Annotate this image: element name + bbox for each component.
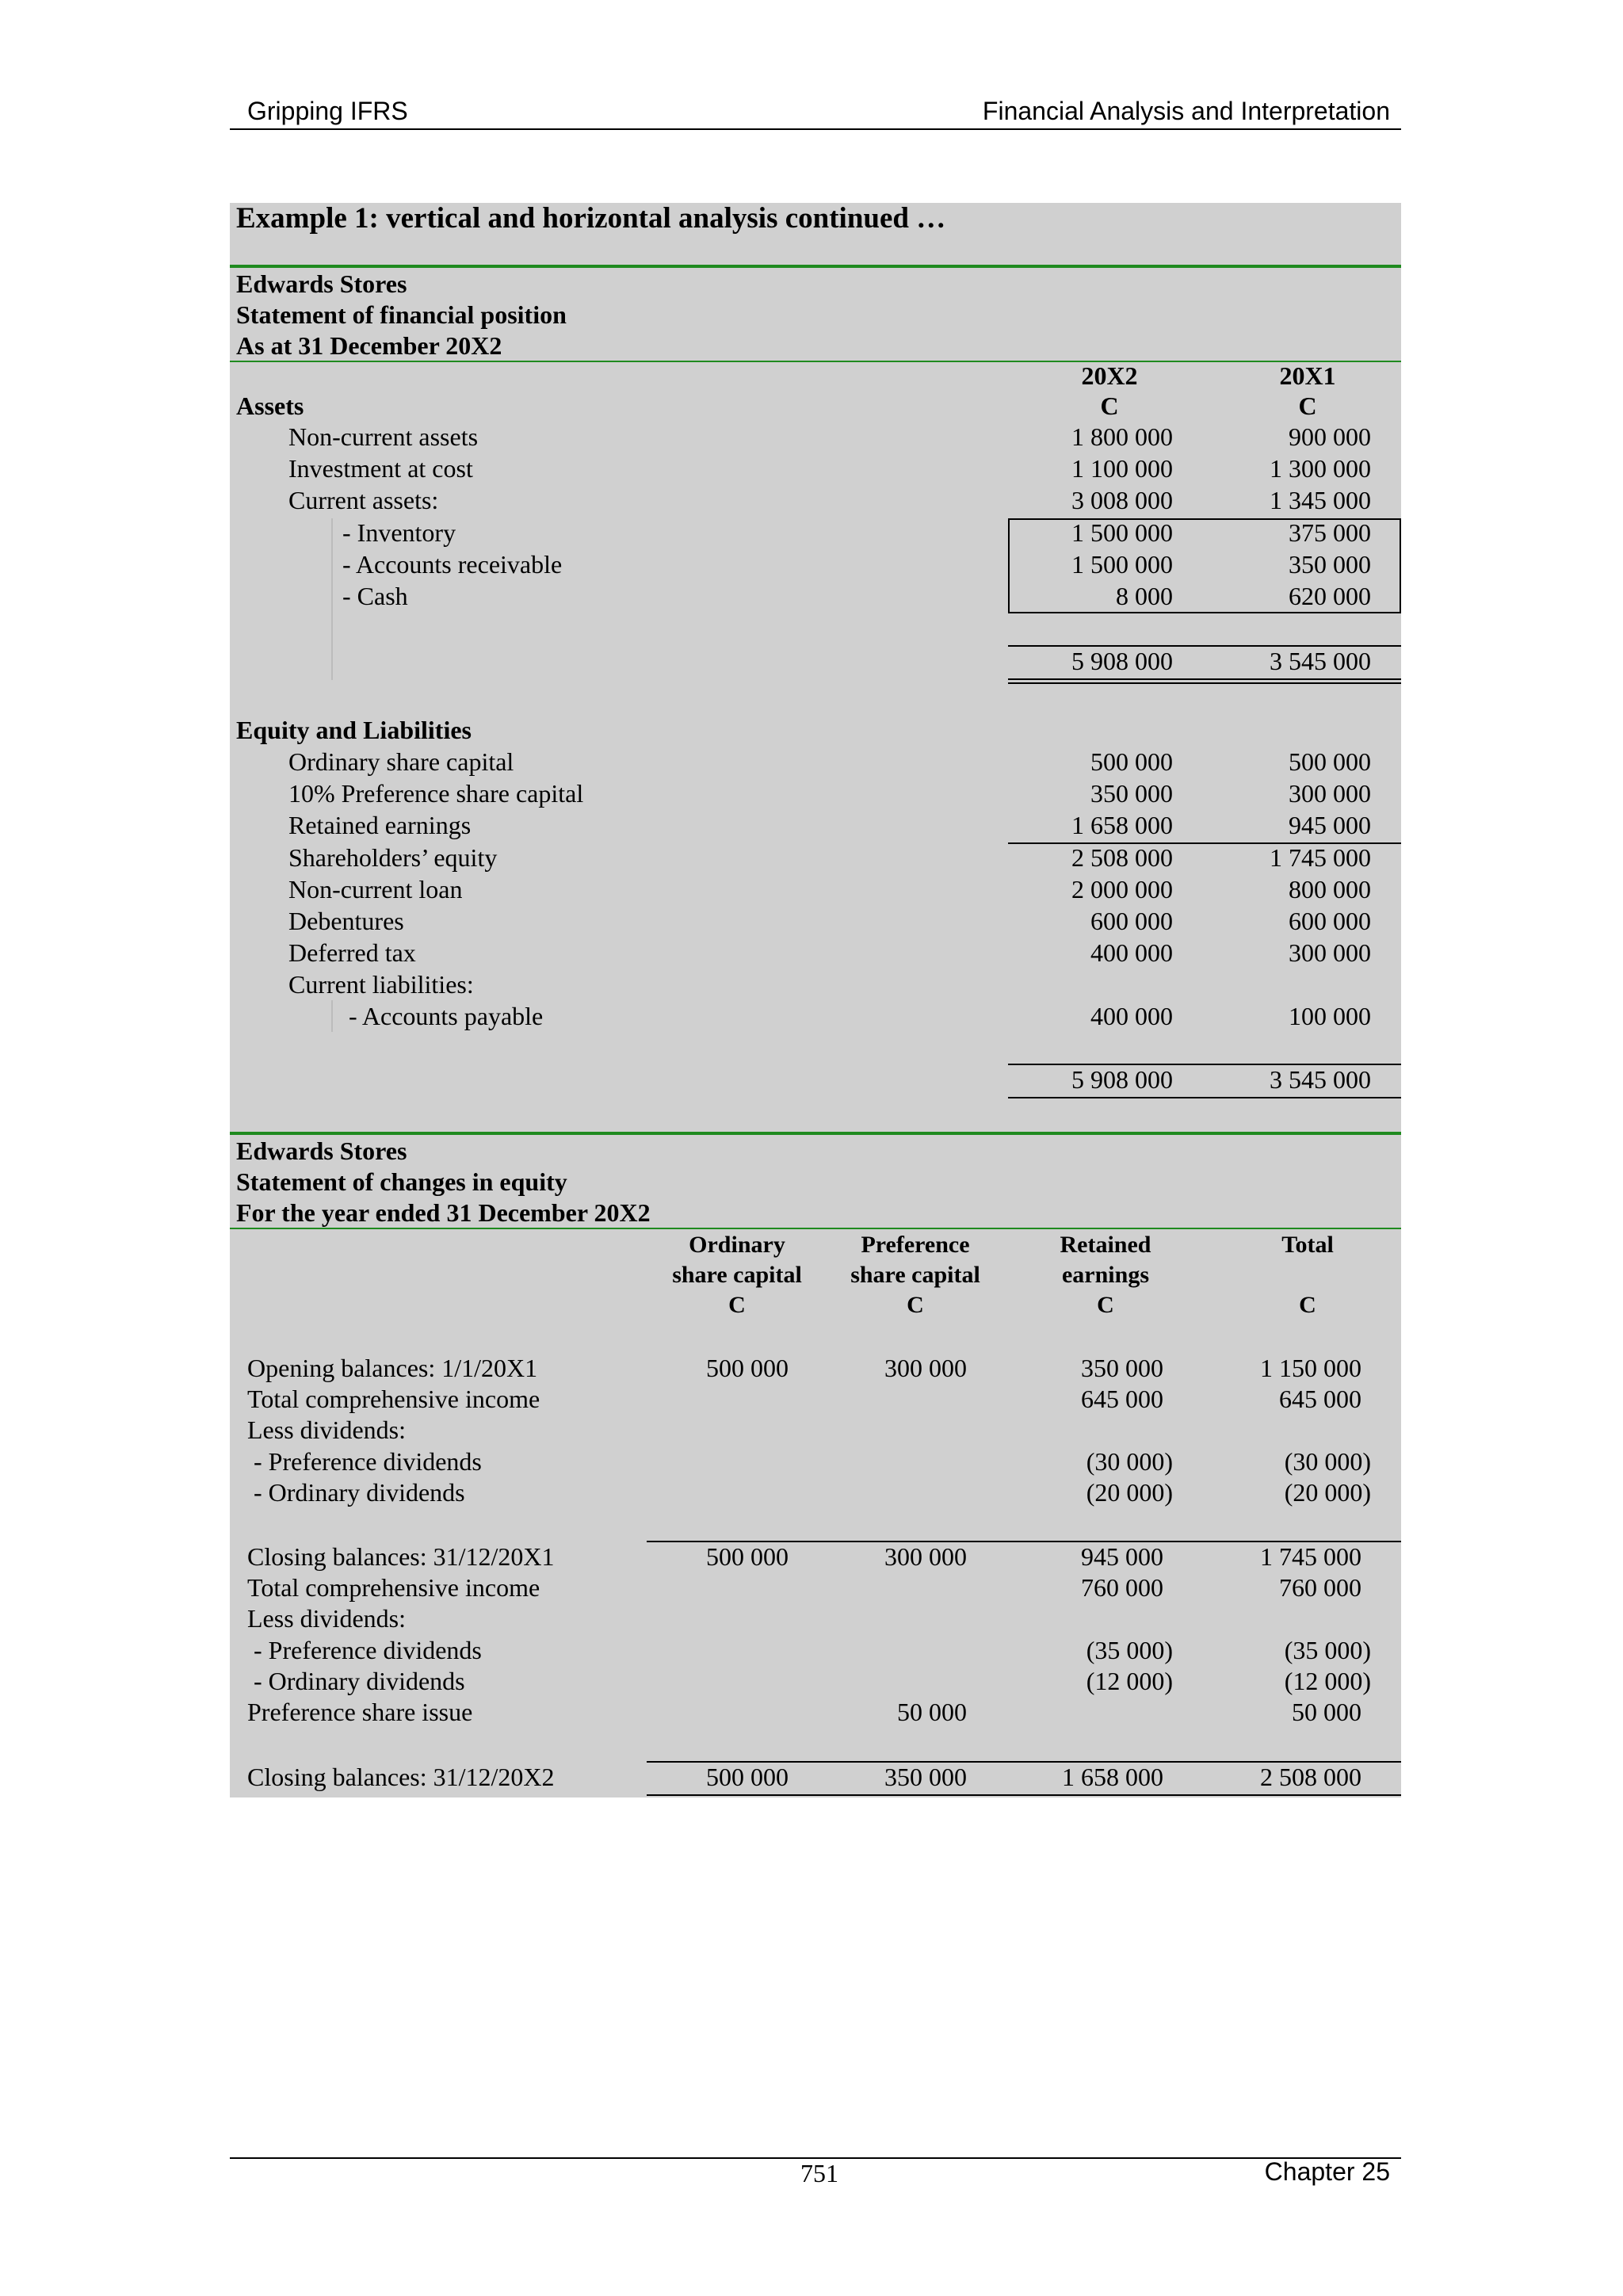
equity-liabilities-heading: Equity and Liabilities bbox=[236, 716, 472, 744]
assets-row-label: - Accounts receivable bbox=[342, 550, 563, 579]
assets-total-20x1: 3 545 000 bbox=[1270, 647, 1371, 675]
assets-row-value-20x1: 1 345 000 bbox=[1270, 486, 1371, 514]
equity-row-value-20x1: 300 000 bbox=[1289, 938, 1371, 967]
soce-row-label: - Ordinary dividends bbox=[247, 1667, 465, 1695]
page-number: 751 bbox=[800, 2159, 838, 2187]
soce-cell-retained: 760 000 bbox=[1081, 1573, 1163, 1602]
soce-row-label: Closing balances: 31/12/20X1 bbox=[247, 1542, 555, 1571]
soce-cell-retained: (20 000) bbox=[1086, 1478, 1173, 1507]
soce-cell-ordinary: 500 000 bbox=[706, 1542, 789, 1571]
equity-row-value-20x2: 400 000 bbox=[1090, 1002, 1173, 1030]
indent-guide bbox=[331, 518, 333, 680]
assets-row-value-20x2: 1 500 000 bbox=[1071, 550, 1173, 579]
equity-row-value-20x1: 1 745 000 bbox=[1270, 843, 1371, 872]
equity-row-label: 10% Preference share capital bbox=[288, 779, 584, 808]
soce-row-label: Less dividends: bbox=[247, 1415, 406, 1444]
equity-row-value-20x2: 400 000 bbox=[1090, 938, 1173, 967]
equity-row-value-20x1: 945 000 bbox=[1289, 811, 1371, 839]
equity-row-value-20x1: 100 000 bbox=[1289, 1002, 1371, 1030]
total-rule-bottom bbox=[1008, 1097, 1401, 1098]
soce-cell-preference: 300 000 bbox=[884, 1542, 967, 1571]
assets-row-value-20x1: 375 000 bbox=[1289, 518, 1371, 547]
total-rule-bottom bbox=[647, 1794, 1401, 1796]
equity-row-value-20x2: 2 000 000 bbox=[1071, 875, 1173, 904]
equity-row-label: Current liabilities: bbox=[288, 970, 474, 999]
equity-row-value-20x2: 600 000 bbox=[1090, 907, 1173, 935]
soce-cell-total: (12 000) bbox=[1284, 1667, 1371, 1695]
soce-row-label: Opening balances: 1/1/20X1 bbox=[247, 1354, 538, 1382]
assets-heading: Assets bbox=[236, 392, 304, 420]
assets-row-value-20x2: 8 000 bbox=[1116, 582, 1173, 610]
equity-row-label: Shareholders’ equity bbox=[288, 843, 498, 872]
equity-row-label: - Accounts payable bbox=[349, 1002, 544, 1030]
assets-row-value-20x2: 1 800 000 bbox=[1071, 422, 1173, 451]
running-header-left: Gripping IFRS bbox=[247, 97, 408, 125]
equity-total-20x2: 5 908 000 bbox=[1071, 1065, 1173, 1094]
soce-row-label: Total comprehensive income bbox=[247, 1385, 540, 1413]
soce-statement-title: Statement of changes in equity bbox=[236, 1167, 567, 1196]
soce-col-header-retained: earnings bbox=[1061, 1262, 1149, 1288]
assets-row-label: Non-current assets bbox=[288, 422, 479, 451]
assets-row-value-20x1: 620 000 bbox=[1289, 582, 1371, 610]
soce-row-label: Closing balances: 31/12/20X2 bbox=[247, 1763, 555, 1791]
green-rule-thin bbox=[230, 361, 1401, 362]
equity-row-value-20x1: 500 000 bbox=[1289, 747, 1371, 776]
assets-row-value-20x1: 1 300 000 bbox=[1270, 454, 1371, 483]
sfp-col-year-20x2: 20X2 bbox=[1081, 361, 1138, 390]
equity-total-20x1: 3 545 000 bbox=[1270, 1065, 1371, 1094]
equity-row-value-20x1: 800 000 bbox=[1289, 875, 1371, 904]
soce-cell-retained: (12 000) bbox=[1086, 1667, 1173, 1695]
equity-row-label: Non-current loan bbox=[288, 875, 463, 904]
sfp-col-year-20x1: 20X1 bbox=[1279, 361, 1336, 390]
soce-cell-preference: 300 000 bbox=[884, 1354, 967, 1382]
equity-row-value-20x1: 300 000 bbox=[1289, 779, 1371, 808]
soce-cell-retained: (35 000) bbox=[1086, 1636, 1173, 1664]
soce-col-header-total: Total bbox=[1281, 1232, 1334, 1258]
soce-cell-total: 760 000 bbox=[1279, 1573, 1361, 1602]
soce-cell-total: 1 150 000 bbox=[1260, 1354, 1361, 1382]
soce-cell-retained: 645 000 bbox=[1081, 1385, 1163, 1413]
soce-col-header-retained: Retained bbox=[1060, 1232, 1151, 1258]
running-header-right: Financial Analysis and Interpretation bbox=[982, 97, 1390, 125]
soce-cell-retained: 1 658 000 bbox=[1062, 1763, 1163, 1791]
soce-cell-total: 2 508 000 bbox=[1260, 1763, 1361, 1791]
total-double-rule bbox=[1008, 682, 1401, 684]
soce-cell-total: 1 745 000 bbox=[1260, 1542, 1361, 1571]
soce-cell-preference: 350 000 bbox=[884, 1763, 967, 1791]
soce-col-header-preference: share capital bbox=[850, 1262, 980, 1288]
soce-col-header-ordinary: share capital bbox=[672, 1262, 802, 1288]
soce-cell-ordinary: 500 000 bbox=[706, 1763, 789, 1791]
equity-row-value-20x2: 350 000 bbox=[1090, 779, 1173, 808]
equity-row-label: Ordinary share capital bbox=[288, 747, 514, 776]
equity-row-value-20x2: 500 000 bbox=[1090, 747, 1173, 776]
green-rule bbox=[230, 265, 1401, 268]
soce-row-label: Preference share issue bbox=[247, 1698, 473, 1726]
sfp-company: Edwards Stores bbox=[236, 269, 407, 298]
header-rule bbox=[230, 128, 1401, 130]
soce-cell-retained: (30 000) bbox=[1086, 1447, 1173, 1476]
assets-row-value-20x1: 350 000 bbox=[1289, 550, 1371, 579]
equity-row-label: Retained earnings bbox=[288, 811, 472, 839]
total-double-rule bbox=[1008, 678, 1401, 680]
equity-row-value-20x2: 1 658 000 bbox=[1071, 811, 1173, 839]
soce-cell-retained: 350 000 bbox=[1081, 1354, 1163, 1382]
soce-row-label: - Preference dividends bbox=[247, 1447, 482, 1476]
assets-row-value-20x2: 3 008 000 bbox=[1071, 486, 1173, 514]
equity-row-value-20x2: 2 508 000 bbox=[1071, 843, 1173, 872]
indent-guide bbox=[331, 1000, 333, 1032]
soce-cell-retained: 945 000 bbox=[1081, 1542, 1163, 1571]
assets-row-label: - Cash bbox=[342, 582, 408, 610]
soce-cell-total: (20 000) bbox=[1284, 1478, 1371, 1507]
soce-row-label: - Preference dividends bbox=[247, 1636, 482, 1664]
example-title: Example 1: vertical and horizontal analysis continued … bbox=[236, 202, 946, 235]
chapter-label: Chapter 25 bbox=[1264, 2157, 1390, 2186]
soce-cell-ordinary: 500 000 bbox=[706, 1354, 789, 1382]
soce-company: Edwards Stores bbox=[236, 1137, 407, 1165]
equity-row-label: Debentures bbox=[288, 907, 404, 935]
soce-cell-total: (35 000) bbox=[1284, 1636, 1371, 1664]
green-rule bbox=[230, 1132, 1401, 1135]
green-rule-thin bbox=[230, 1228, 1401, 1229]
soce-cell-total: (30 000) bbox=[1284, 1447, 1371, 1476]
sfp-col-currency: C bbox=[1298, 392, 1317, 420]
soce-cell-preference: 50 000 bbox=[897, 1698, 967, 1726]
soce-col-header-retained: C bbox=[1097, 1292, 1114, 1318]
assets-row-label: - Inventory bbox=[342, 518, 456, 547]
soce-cell-total: 50 000 bbox=[1292, 1698, 1361, 1726]
soce-col-header-preference: C bbox=[907, 1292, 924, 1318]
assets-row-label: Investment at cost bbox=[288, 454, 473, 483]
equity-row-value-20x1: 600 000 bbox=[1289, 907, 1371, 935]
sfp-col-currency: C bbox=[1100, 392, 1119, 420]
assets-row-value-20x2: 1 100 000 bbox=[1071, 454, 1173, 483]
soce-col-header-total: C bbox=[1299, 1292, 1316, 1318]
soce-date: For the year ended 31 December 20X2 bbox=[236, 1198, 651, 1227]
soce-row-label: - Ordinary dividends bbox=[247, 1478, 465, 1507]
soce-col-header-ordinary: C bbox=[728, 1292, 746, 1318]
assets-row-value-20x1: 900 000 bbox=[1289, 422, 1371, 451]
soce-col-header-ordinary: Ordinary bbox=[689, 1232, 785, 1258]
sfp-statement-title: Statement of financial position bbox=[236, 300, 567, 329]
assets-total-20x2: 5 908 000 bbox=[1071, 647, 1173, 675]
soce-row-label: Less dividends: bbox=[247, 1604, 406, 1633]
equity-row-label: Deferred tax bbox=[288, 938, 416, 967]
sfp-date: As at 31 December 20X2 bbox=[236, 331, 502, 360]
soce-col-header-preference: Preference bbox=[861, 1232, 970, 1258]
assets-row-label: Current assets: bbox=[288, 486, 439, 514]
soce-row-label: Total comprehensive income bbox=[247, 1573, 540, 1602]
soce-cell-total: 645 000 bbox=[1279, 1385, 1361, 1413]
assets-row-value-20x2: 1 500 000 bbox=[1071, 518, 1173, 547]
